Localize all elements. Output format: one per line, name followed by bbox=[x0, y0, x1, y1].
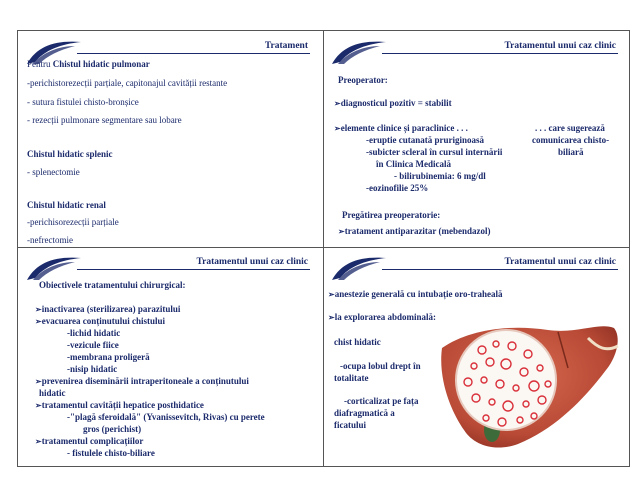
intro-line: Pentru Chistul hidatic pulmonar bbox=[27, 59, 150, 69]
text-line: -nefrectomie bbox=[27, 235, 73, 245]
liver-cyst-illustration bbox=[438, 318, 624, 458]
text-line: totalitate bbox=[334, 373, 369, 383]
header-rule bbox=[77, 53, 310, 54]
text-line: -membrana proligeră bbox=[67, 352, 150, 362]
header-rule bbox=[382, 53, 618, 54]
bullet-line: ➢la explorarea abdominală: bbox=[328, 312, 437, 322]
bullet-line: ➢evacuarea conținutului chistului bbox=[35, 316, 166, 326]
slide-4 bbox=[322, 246, 630, 467]
bullet-line: ➢inactivarea (sterilizarea) parazitului bbox=[35, 304, 181, 314]
text-line: ficatului bbox=[334, 420, 367, 430]
header-rule bbox=[77, 269, 310, 270]
arrow-bullet-icon: ➢ bbox=[338, 227, 345, 236]
text-line: - rezecții pulmonare segmentare sau lobare bbox=[27, 115, 182, 125]
text-line: -eruptie cutanată pruriginoasă bbox=[366, 135, 484, 145]
text-line: - sutura fistulei chisto-bronșice bbox=[27, 97, 139, 107]
text-line: -eozinofilie 25% bbox=[366, 183, 429, 193]
section-heading: Chistul hidatic splenic bbox=[27, 149, 113, 159]
text-line: -vezicule fiice bbox=[67, 340, 119, 350]
section-heading: Obiectivele tratamentului chirurgical: bbox=[39, 280, 186, 290]
text-line: hidatic bbox=[39, 388, 66, 398]
text-line: -lichid hidatic bbox=[67, 328, 121, 338]
arrow-bullet-icon: ➢ bbox=[334, 124, 341, 133]
arrow-bullet-icon: ➢ bbox=[35, 437, 42, 446]
slide-2 bbox=[322, 30, 630, 246]
text-line: -ocupa lobul drept în bbox=[340, 361, 421, 371]
bullet-line: ➢tratament antiparazitar (mebendazol) bbox=[338, 226, 491, 236]
slide-title: Tratamentul unui caz clinic bbox=[196, 257, 308, 267]
text-line: - splenectomie bbox=[27, 167, 80, 177]
bullet-line: ➢prevenirea diseminării intraperitoneale a conținutului bbox=[35, 376, 249, 386]
arrow-bullet-icon: ➢ bbox=[334, 99, 341, 108]
side-note: . . . care sugerează bbox=[535, 123, 605, 133]
side-note: comunicarea chisto- bbox=[532, 135, 610, 145]
text-line: -corticalizat pe fața bbox=[344, 396, 419, 406]
arrow-bullet-icon: ➢ bbox=[35, 401, 42, 410]
section-heading: Pregătirea preoperatorie: bbox=[342, 210, 441, 220]
section-heading: Chistul hidatic renal bbox=[27, 200, 106, 210]
swoosh-logo-icon bbox=[330, 254, 388, 282]
text-line: diafragmatică a bbox=[334, 408, 395, 418]
slide-title: Tratamentul unui caz clinic bbox=[504, 257, 616, 267]
bullet-line: ➢tratamentul complicațiilor bbox=[35, 436, 144, 446]
arrow-bullet-icon: ➢ bbox=[328, 313, 335, 322]
slide-title: Tratamentul unui caz clinic bbox=[504, 41, 616, 51]
text-line: -subicter scleral în cursul internării bbox=[366, 147, 503, 157]
text-line: -"plagă sferoidală" (Yvanissevitch, Rivas) cu perete bbox=[67, 412, 265, 422]
bullet-line: ➢tratamentul cavității hepatice posthidatice bbox=[35, 400, 204, 410]
text-line: chist hidatic bbox=[334, 337, 381, 347]
text-line: -nisip hidatic bbox=[67, 364, 118, 374]
text-line: -perichistorezecții parțiale, capitonajul cavității restante bbox=[27, 78, 228, 88]
slide-3 bbox=[17, 246, 322, 467]
text-line: în Clinica Medicală bbox=[376, 159, 451, 169]
arrow-bullet-icon: ➢ bbox=[35, 317, 42, 326]
text-line: - bilirubinemia: 6 mg/dl bbox=[394, 171, 486, 181]
header-rule bbox=[382, 269, 618, 270]
text-line: - fistulele chisto-biliare bbox=[67, 448, 155, 458]
slide-title: Tratament bbox=[264, 41, 308, 51]
side-note: biliară bbox=[558, 147, 584, 157]
section-heading: Preoperator: bbox=[338, 75, 388, 85]
arrow-bullet-icon: ➢ bbox=[328, 290, 335, 299]
text-line: -perichisorezecții parțiale bbox=[27, 217, 119, 227]
text-line: gros (perichist) bbox=[83, 424, 142, 434]
arrow-bullet-icon: ➢ bbox=[35, 377, 42, 386]
slide-1 bbox=[17, 30, 322, 246]
bullet-line: ➢elemente clinice și paraclinice . . . bbox=[334, 123, 468, 133]
swoosh-logo-icon bbox=[25, 254, 83, 282]
bullet-line: ➢diagnosticul pozitiv = stabilit bbox=[334, 98, 452, 108]
bullet-line: ➢anestezie generală cu intubație oro-traheală bbox=[328, 289, 503, 299]
swoosh-logo-icon bbox=[330, 38, 388, 66]
arrow-bullet-icon: ➢ bbox=[35, 305, 42, 314]
